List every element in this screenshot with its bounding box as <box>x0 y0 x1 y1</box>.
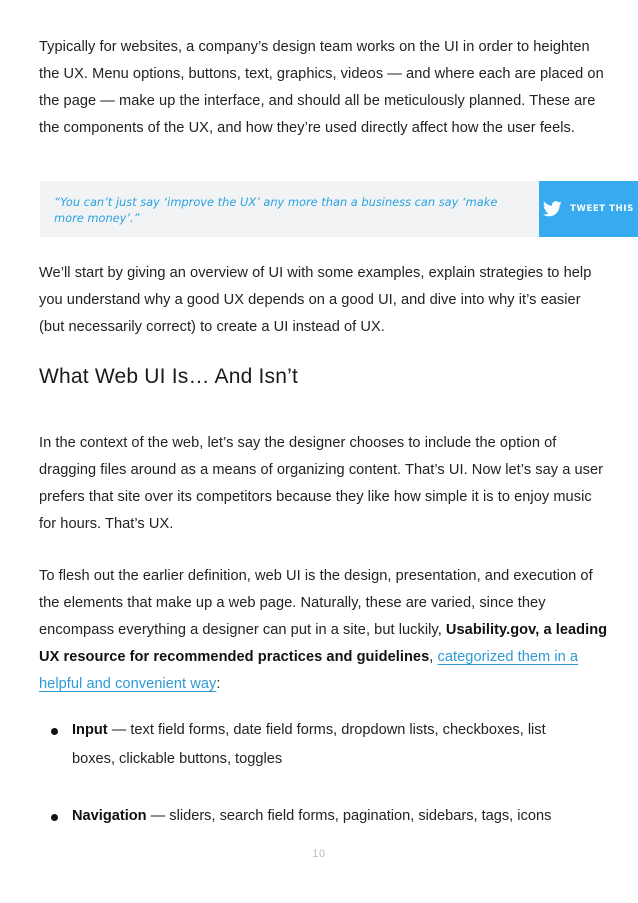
definition-paragraph <box>39 563 609 698</box>
pull-quote-box <box>40 181 638 237</box>
list-item <box>49 802 589 831</box>
section-heading: What Web UI Is… And Isn’t <box>39 365 299 388</box>
overview-paragraph: We’ll start by giving an overview of UI with some examples, explain strategies to help you understand why a good UX depends on a good UI, and dive into why it’s easier (but necessarily correct) to create a UI instead of UX. <box>39 265 592 335</box>
definition-colon: : <box>216 676 221 692</box>
usability-gov-reference: Usability.gov, a leading UX resource for recommended practices and guidelines <box>39 622 608 665</box>
intro-paragraph: Typically for websites, a company’s design team works on the UI in order to heighten the UX. Menu options, buttons, text, graphics, videos — and where each are placed on the page — make up the interface, and should all be meticulously planned. These are the components of the UX, and how they’re used directly affect how the user feels. <box>39 39 604 136</box>
list-item-term: Navigation <box>72 808 147 824</box>
twitter-bird-icon <box>543 201 562 217</box>
pull-quote-text: “You can’t just say ‘improve the UX’ any more than a business can say ‘make more money’.” <box>54 195 498 225</box>
bullet-icon <box>51 728 58 735</box>
context-paragraph: In the context of the web, let’s say the designer chooses to include the option of dragging files around as a means of organizing content. That’s UI. Now let’s say a user prefers that site over its competitors because they like how simple it is to enjoy music for hours. That’s UX. <box>39 435 604 532</box>
list-item <box>49 716 589 774</box>
ui-elements-list <box>49 716 589 859</box>
page-number: 10 <box>312 848 326 860</box>
list-item-text: — text field forms, date field forms, dropdown lists, checkboxes, list boxes, clickable buttons, toggles <box>72 722 546 767</box>
list-item-term: Input <box>72 722 108 738</box>
categorized-link[interactable]: categorized them in a helpful and convenient way <box>39 649 579 692</box>
definition-text: To flesh out the earlier definition, web UI is the design, presentation, and execution of the elements that make up a web page. Naturally, these are varied, since they encompass everything a designer can put in a site, but luckily, <box>39 568 593 638</box>
tweet-this-button[interactable] <box>539 181 638 237</box>
tweet-this-label: TWEET THIS <box>570 204 634 214</box>
bullet-icon <box>51 814 58 821</box>
list-item-text: — sliders, search field forms, pagination, sidebars, tags, icons <box>146 808 552 824</box>
separator-text: , <box>429 649 438 665</box>
